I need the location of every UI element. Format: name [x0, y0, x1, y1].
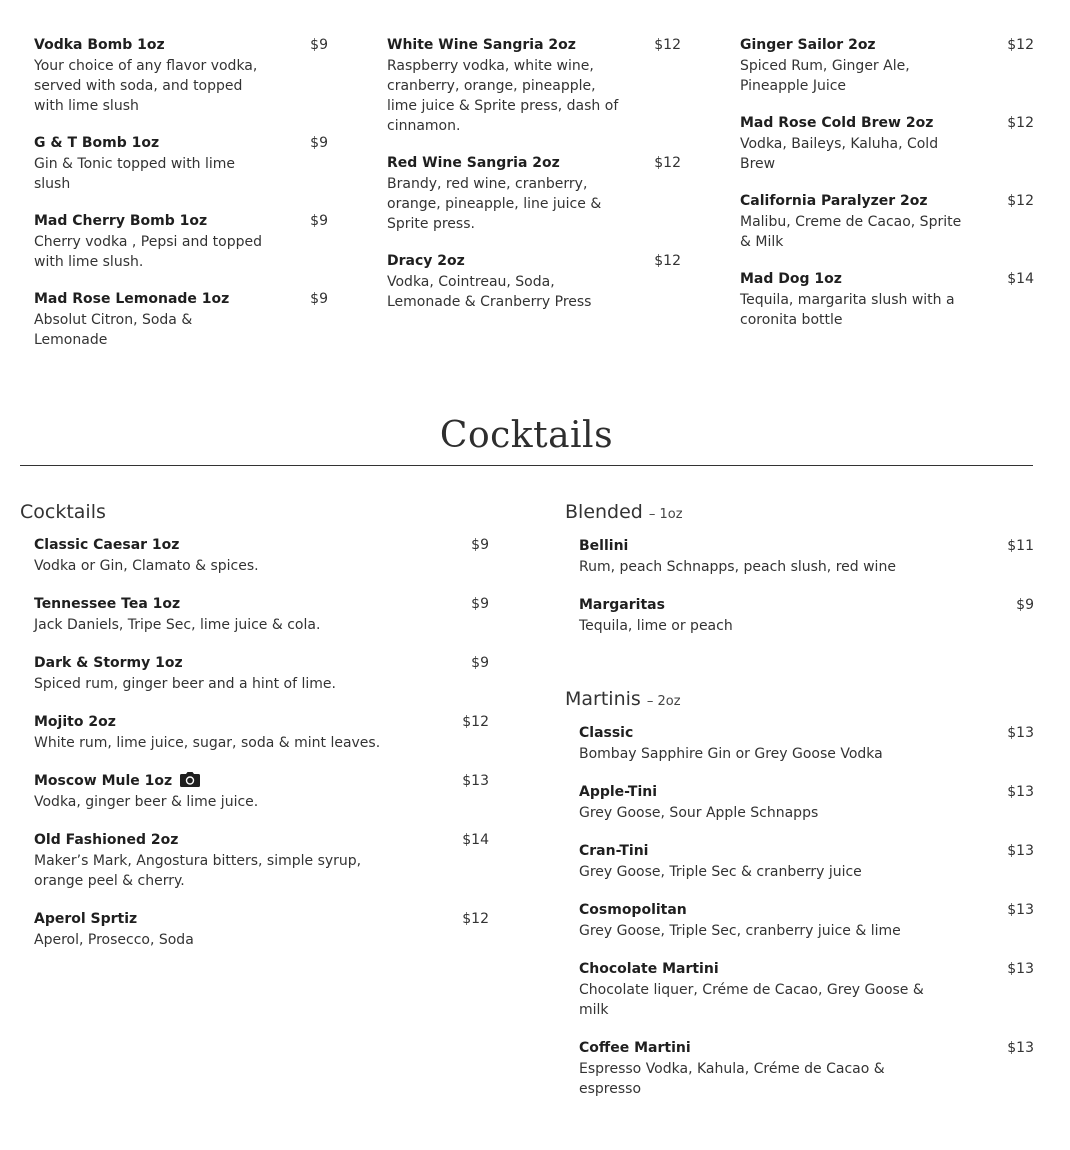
section-heading-sub: – 2oz [646, 694, 681, 709]
item-name: Bellini [579, 538, 629, 554]
section-heading-martinis [565, 686, 681, 715]
item-price: $9 [310, 37, 328, 53]
item-name: Mad Cherry Bomb 1oz [34, 213, 208, 229]
menu-item [387, 35, 681, 136]
item-description: Grey Goose, Sour Apple Schnapps [579, 805, 819, 821]
item-price: $12 [1007, 37, 1034, 53]
item-name: Tennessee Tea 1oz [34, 596, 181, 612]
menu-item [579, 595, 1034, 636]
item-price: $9 [310, 135, 328, 151]
item-description: Tequila, lime or peach [579, 618, 733, 634]
item-name: Aperol Sprtiz [34, 911, 138, 927]
item-price: $13 [462, 773, 489, 789]
item-description: Raspberry vodka, white wine, cranberry, orange, pineapple, lime juice & Sprite press, dash of cinnamon. [387, 58, 619, 134]
menu-item [387, 153, 681, 234]
menu-item [740, 35, 1034, 96]
item-name: Cran-Tini [579, 843, 649, 859]
menu-item [579, 536, 1034, 577]
item-description: White rum, lime juice, sugar, soda & mint leaves. [34, 735, 381, 751]
item-name: Coffee Martini [579, 1040, 691, 1056]
item-name: Vodka Bomb 1oz [34, 37, 165, 53]
menu-item [579, 723, 1034, 764]
menu-item [579, 782, 1034, 823]
item-name: Mad Rose Lemonade 1oz [34, 291, 230, 307]
item-price: $12 [462, 911, 489, 927]
item-price: $9 [471, 537, 489, 553]
menu-item [579, 959, 1034, 1020]
section-heading-cocktails [20, 499, 106, 525]
item-name: Ginger Sailor 2oz [740, 37, 876, 53]
item-name: Dark & Stormy 1oz [34, 655, 183, 671]
menu-item [34, 712, 489, 753]
item-description: Spiced Rum, Ginger Ale, Pineapple Juice [740, 58, 910, 94]
item-price: $12 [654, 155, 681, 171]
item-name: Old Fashioned 2oz [34, 832, 179, 848]
title-divider [20, 465, 1033, 466]
item-description: Grey Goose, Triple Sec & cranberry juice [579, 864, 862, 880]
top-drinks-menu [0, 35, 1070, 365]
menu-item [34, 653, 489, 694]
item-description: Espresso Vodka, Kahula, Créme de Cacao & espresso [579, 1061, 885, 1097]
item-name: Classic Caesar 1oz [34, 537, 180, 553]
item-name: Margaritas [579, 597, 665, 613]
item-description: Vodka, ginger beer & lime juice. [34, 794, 259, 810]
menu-item [579, 900, 1034, 941]
item-description: Grey Goose, Triple Sec, cranberry juice & lime [579, 923, 901, 939]
menu-item [34, 535, 489, 576]
item-price: $12 [1007, 115, 1034, 131]
menu-item [34, 211, 328, 272]
martinis-list [579, 723, 1034, 1117]
item-name: Moscow Mule 1oz [34, 773, 173, 789]
item-name: Mad Dog 1oz [740, 271, 842, 287]
item-description: Jack Daniels, Tripe Sec, lime juice & cola. [34, 617, 321, 633]
item-description: Chocolate liquer, Créme de Cacao, Grey Goose & milk [579, 982, 924, 1018]
item-name: Apple-Tini [579, 784, 658, 800]
page-title: Cocktails [439, 415, 614, 456]
item-description: Vodka, Cointreau, Soda, Lemonade & Cranberry Press [387, 274, 592, 310]
menu-item [34, 289, 328, 350]
menu-column-2 [387, 35, 681, 329]
item-description: Malibu, Creme de Cacao, Sprite & Milk [740, 214, 962, 250]
menu-item [34, 35, 328, 116]
item-description: Absolut Citron, Soda & Lemonade [34, 312, 193, 348]
item-price: $9 [471, 596, 489, 612]
menu-item [740, 191, 1034, 252]
item-description: Tequila, margarita slush with a coronita bottle [740, 292, 955, 328]
item-description: Cherry vodka , Pepsi and topped with lime slush. [34, 234, 262, 270]
item-name: White Wine Sangria 2oz [387, 37, 576, 53]
item-name: Red Wine Sangria 2oz [387, 155, 560, 171]
item-name: Chocolate Martini [579, 961, 719, 977]
cocktails-list [34, 535, 489, 968]
item-name: Dracy 2oz [387, 253, 465, 269]
item-description: Maker’s Mark, Angostura bitters, simple syrup, orange peel & cherry. [34, 853, 362, 889]
menu-item [34, 771, 489, 812]
item-price: $13 [1007, 843, 1034, 859]
item-description: Your choice of any flavor vodka, served with soda, and topped with lime slush [34, 58, 258, 114]
item-price: $13 [1007, 902, 1034, 918]
item-name: California Paralyzer 2oz [740, 193, 928, 209]
item-price: $12 [654, 37, 681, 53]
menu-item [740, 113, 1034, 174]
item-description: Vodka or Gin, Clamato & spices. [34, 558, 259, 574]
item-description: Vodka, Baileys, Kaluha, Cold Brew [740, 136, 939, 172]
item-price: $9 [471, 655, 489, 671]
menu-column-3 [740, 35, 1034, 347]
camera-icon[interactable] [180, 772, 200, 787]
blended-list [579, 536, 1034, 654]
menu-item [34, 594, 489, 635]
menu-item [34, 830, 489, 891]
item-description: Aperol, Prosecco, Soda [34, 932, 194, 948]
item-price: $14 [1007, 271, 1034, 287]
item-price: $13 [1007, 725, 1034, 741]
section-heading-blended [565, 499, 683, 528]
item-name: Cosmopolitan [579, 902, 687, 918]
menu-column-1 [34, 35, 328, 367]
item-name: Mojito 2oz [34, 714, 116, 730]
item-price: $11 [1007, 538, 1034, 554]
item-name-row [34, 771, 489, 791]
item-name: Classic [579, 725, 634, 741]
item-price: $12 [654, 253, 681, 269]
section-heading-label: Cocktails [20, 501, 106, 523]
section-heading-sub: – 1oz [648, 507, 683, 522]
item-description: Brandy, red wine, cranberry, orange, pineapple, line juice & Sprite press. [387, 176, 602, 232]
menu-item [740, 269, 1034, 330]
menu-item [579, 841, 1034, 882]
item-price: $9 [1016, 597, 1034, 613]
menu-item [34, 133, 328, 194]
menu-item [387, 251, 681, 312]
item-price: $12 [1007, 193, 1034, 209]
item-price: $12 [462, 714, 489, 730]
item-name: Mad Rose Cold Brew 2oz [740, 115, 934, 131]
item-price: $13 [1007, 961, 1034, 977]
item-description: Gin & Tonic topped with lime slush [34, 156, 236, 192]
item-description: Spiced rum, ginger beer and a hint of lime. [34, 676, 336, 692]
item-price: $9 [310, 291, 328, 307]
menu-item [579, 1038, 1034, 1099]
item-price: $14 [462, 832, 489, 848]
item-price: $9 [310, 213, 328, 229]
menu-item [34, 909, 489, 950]
item-price: $13 [1007, 1040, 1034, 1056]
item-name: G & T Bomb 1oz [34, 135, 160, 151]
item-description: Rum, peach Schnapps, peach slush, red wine [579, 559, 896, 575]
section-heading-label: Blended [565, 501, 643, 523]
section-heading-label: Martinis [565, 688, 641, 710]
item-description: Bombay Sapphire Gin or Grey Goose Vodka [579, 746, 883, 762]
item-price: $13 [1007, 784, 1034, 800]
